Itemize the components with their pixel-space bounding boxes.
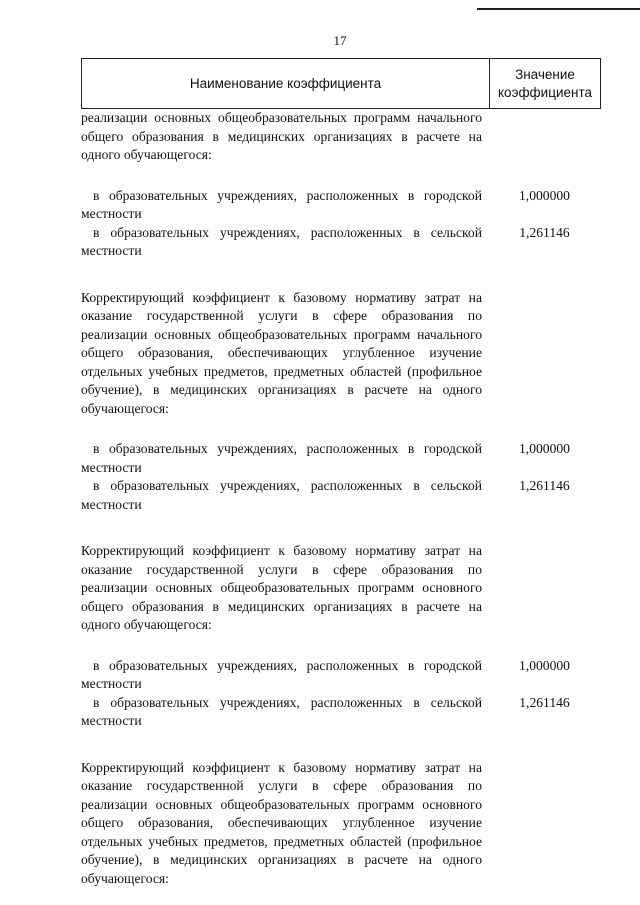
table-row bbox=[81, 542, 601, 635]
row-value bbox=[488, 759, 601, 889]
row-name: в образовательных учреждениях, расположенных в сельской местности bbox=[81, 694, 482, 728]
row-name: Корректирующий коэффициент к базовому нормативу затрат на оказание государственной услуги в сфере образования по реализации основных общеобразовательных программ основного общего образования, обеспечивающих углубленное изучение отдельных учебных предметов, предметных областей (профильное обучение), в медицинских организациях в расчете на одного обучающегося: bbox=[81, 759, 482, 886]
row-value bbox=[488, 542, 601, 635]
row-name: реализации основных общеобразовательных программ начального общего образования в медицинских организациях в расчете на одного обучающегося: bbox=[81, 110, 482, 162]
table-row bbox=[81, 224, 601, 261]
table-row bbox=[81, 657, 601, 694]
row-value: 1,000000 bbox=[519, 657, 570, 673]
table-row bbox=[81, 694, 601, 731]
row-name: в образовательных учреждениях, расположенных в городской местности bbox=[81, 441, 482, 475]
header-name: Наименование коэффициента bbox=[82, 59, 490, 108]
table-row bbox=[81, 109, 601, 165]
row-name: в образовательных учреждениях, расположенных в сельской местности bbox=[81, 224, 482, 258]
row-name: Корректирующий коэффициент к базовому нормативу затрат на оказание государственной услуги в сфере образования по реализации основных общеобразовательных программ начального общего образования, обеспечивающих углубленное изучение отдельных учебных предметов, предметных областей (профильное обучение), в медицинских организациях в расчете на одного обучающегося: bbox=[81, 289, 482, 416]
row-value: 1,261146 bbox=[519, 478, 570, 493]
row-value bbox=[488, 289, 601, 419]
row-value: 1,000000 bbox=[519, 187, 570, 203]
row-value: 1,261146 bbox=[519, 224, 570, 240]
table-row bbox=[81, 759, 601, 889]
row-name: в образовательных учреждениях, расположенных в сельской местности bbox=[81, 478, 482, 512]
row-value: 1,000000 bbox=[519, 441, 570, 456]
table-row bbox=[81, 440, 601, 477]
page-number: 17 bbox=[333, 33, 347, 48]
table-header bbox=[81, 58, 601, 109]
coefficient-table bbox=[81, 58, 601, 888]
row-name: в образовательных учреждениях, расположенных в городской местности bbox=[81, 657, 482, 691]
row-name: Корректирующий коэффициент к базовому нормативу затрат на оказание государственной услуги в сфере образования по реализации основных общеобразовательных программ основного общего образования в медицинских организациях в расчете на одного обучающегося: bbox=[81, 543, 482, 632]
table-row bbox=[81, 289, 601, 419]
row-value: 1,261146 bbox=[519, 694, 570, 710]
table-row bbox=[81, 187, 601, 224]
row-name: в образовательных учреждениях, расположенных в городской местности bbox=[81, 187, 482, 221]
header-value: Значение коэффициента bbox=[498, 66, 592, 100]
top-rule bbox=[477, 8, 640, 10]
row-value bbox=[488, 109, 601, 165]
table-row bbox=[81, 477, 601, 514]
